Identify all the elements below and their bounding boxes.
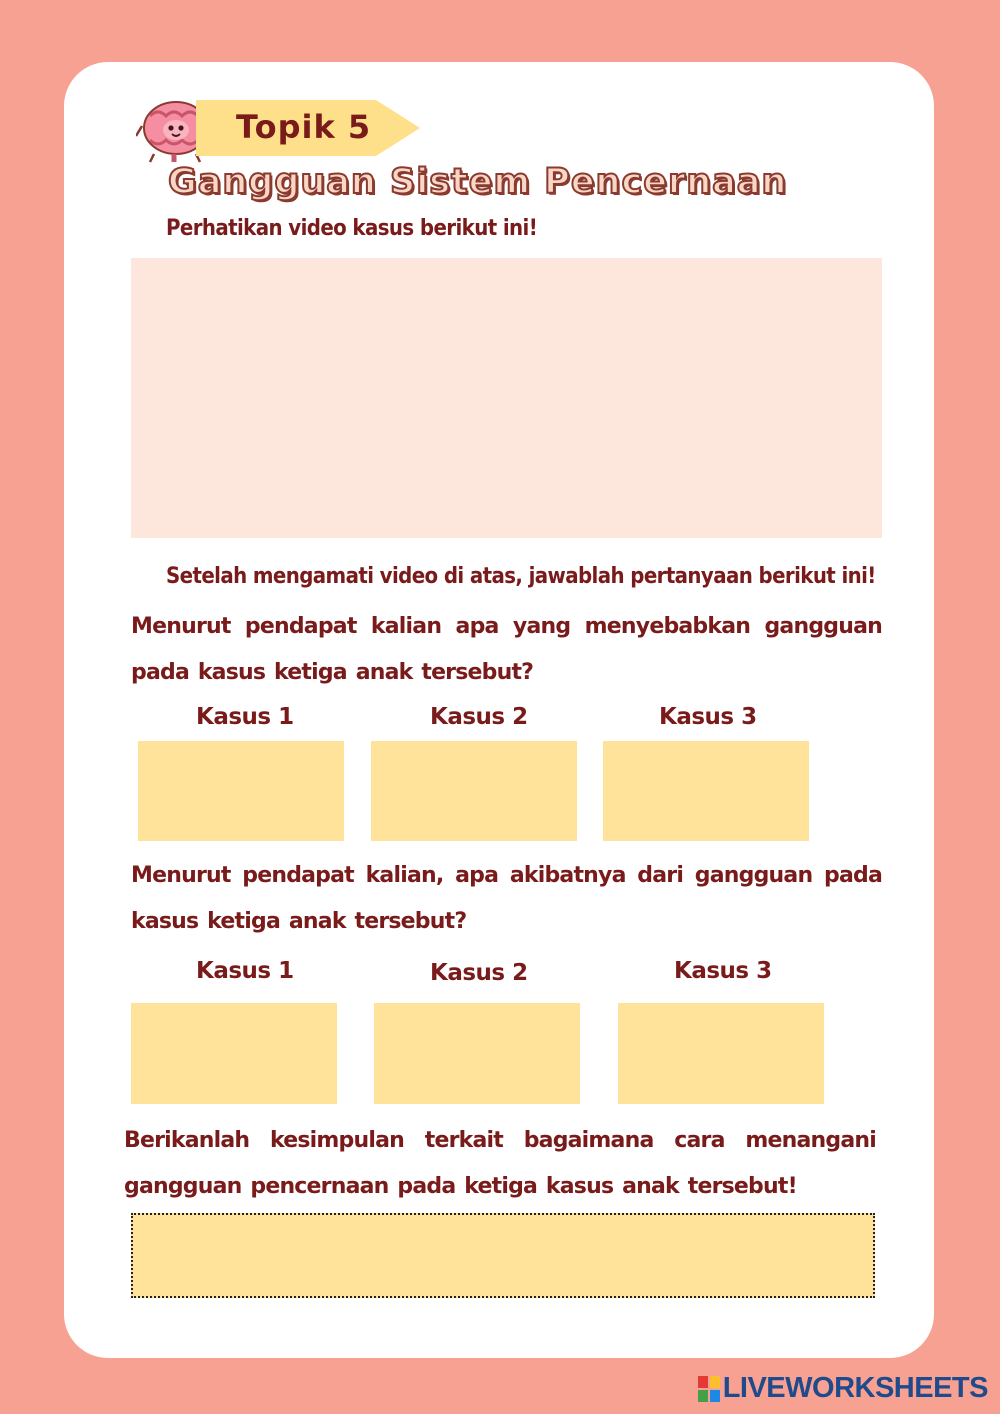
intro-text: Perhatikan video kasus berikut ini! — [166, 216, 538, 241]
q1-case-3-answer-box[interactable] — [603, 741, 809, 841]
page-title: Gangguan Sistem Pencernaan — [168, 162, 788, 202]
instruction-text: Setelah mengamati video di atas, jawablah pertanyaan berikut ini! — [166, 564, 876, 589]
question-1-text: Menurut pendapat kalian apa yang menyebabkan gangguan pada kasus ketiga anak tersebut? — [131, 614, 882, 685]
topic-label: Topik 5 — [236, 108, 372, 146]
q1-case-1-label: Kasus 1 — [196, 704, 294, 730]
q1-case-1-answer-box[interactable] — [138, 741, 344, 841]
conclusion-answer-box[interactable] — [131, 1213, 875, 1298]
video-placeholder[interactable] — [131, 258, 882, 538]
brand-footer — [698, 1372, 988, 1405]
q2-case-3-label: Kasus 3 — [674, 958, 772, 984]
q2-case-1-label: Kasus 1 — [196, 958, 294, 984]
q2-case-2-answer-box[interactable] — [374, 1003, 580, 1104]
liveworksheets-logo-icon — [698, 1376, 720, 1402]
brand-name: LIVEWORKSHEETS — [722, 1372, 988, 1404]
question-3-text: Berikanlah kesimpulan terkait bagaimana cara menangani gangguan pencernaan pada ketiga kasus anak tersebut! — [124, 1128, 876, 1199]
q2-case-1-answer-box[interactable] — [131, 1003, 337, 1104]
q1-case-3-label: Kasus 3 — [659, 704, 757, 730]
question-2-text: Menurut pendapat kalian, apa akibatnya dari gangguan pada kasus ketiga anak tersebut? — [131, 863, 882, 934]
q1-case-2-label: Kasus 2 — [430, 704, 528, 730]
q2-case-2-label: Kasus 2 — [430, 960, 528, 986]
q2-case-3-answer-box[interactable] — [618, 1003, 824, 1104]
q1-case-2-answer-box[interactable] — [371, 741, 577, 841]
